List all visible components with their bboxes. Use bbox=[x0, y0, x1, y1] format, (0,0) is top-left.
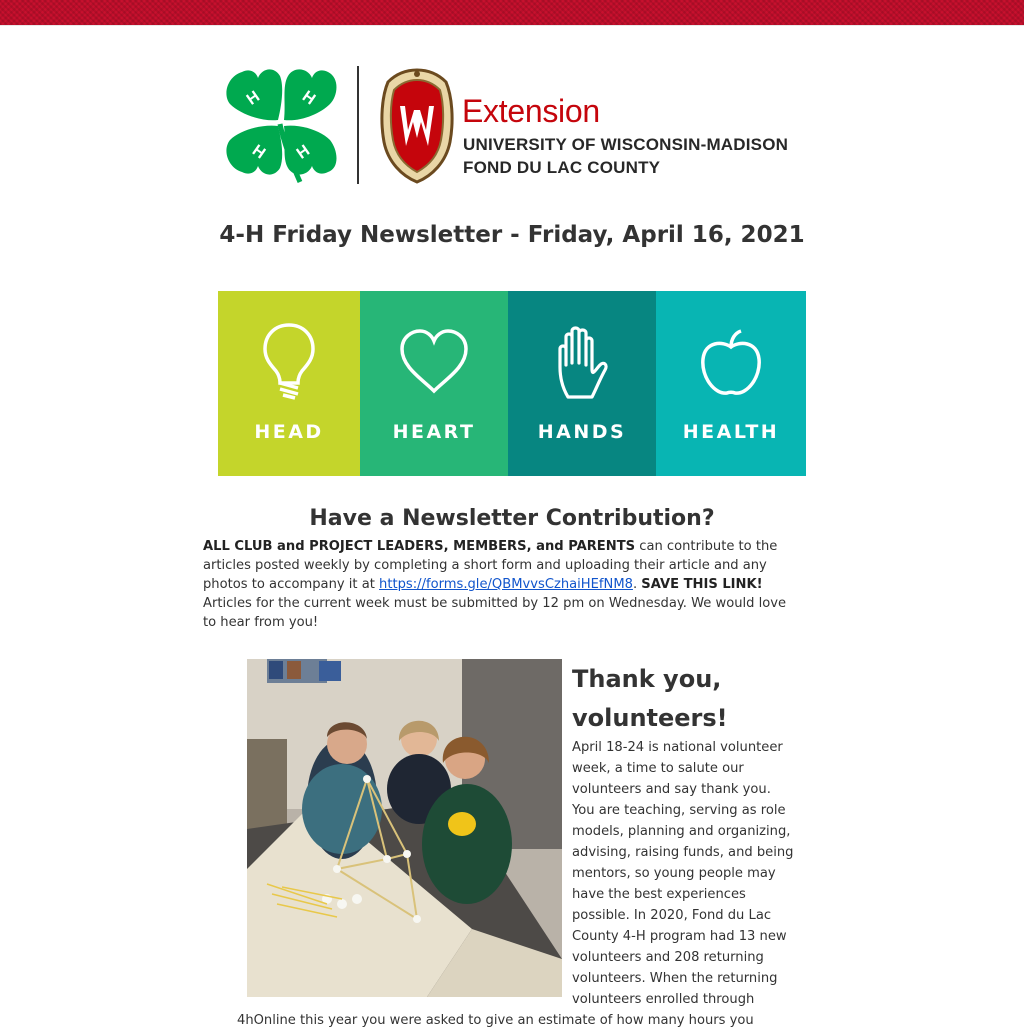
volunteers-heading: Thank you, volunteers! bbox=[572, 665, 728, 732]
contribution-text-1: can contribute to the articles posted weekly by completing a short form and uploading their article and any photos to accompany it at bbox=[203, 539, 778, 592]
tile-health bbox=[656, 291, 806, 476]
uw-crest-icon bbox=[378, 66, 456, 184]
svg-text:H: H bbox=[248, 142, 269, 163]
svg-text:H: H bbox=[243, 88, 264, 109]
tile-label-health: HEALTH bbox=[682, 421, 780, 443]
contribution-text-2: . bbox=[632, 577, 642, 592]
svg-text:H: H bbox=[298, 88, 319, 109]
contribution-text-3: Articles for the current week must be submitted by 12 pm on Wednesday. We would love to hear from you! bbox=[203, 596, 787, 630]
logo-divider bbox=[357, 66, 359, 184]
apple-icon bbox=[697, 327, 765, 399]
tile-label-head: HEAD bbox=[254, 421, 324, 443]
university-name: UNIVERSITY OF WISCONSIN-MADISON bbox=[463, 135, 789, 154]
volunteers-paragraph-continued: 4hOnline this year you were asked to give an estimate of how many hours you bbox=[237, 1013, 754, 1028]
volunteers-photo bbox=[247, 659, 562, 997]
heart-icon bbox=[398, 327, 470, 397]
four-h-banner bbox=[218, 291, 806, 476]
tile-hands bbox=[508, 291, 656, 476]
volunteers-paragraph: April 18-24 is national volunteer week, a time to salute our volunteers and say thank you. You are teaching, serving as role models, planning and organizing, advising, raising funds, and being mentors, so young people may have the best experiences possible. In 2020, Fond du Lac County 4-H program had 13 new volunteers and 208 returning volunteers. When the returning volunteers enrolled through bbox=[572, 740, 794, 1007]
tile-label-hands: HANDS bbox=[537, 421, 627, 443]
tile-heart bbox=[360, 291, 508, 476]
4-h-clover-icon bbox=[222, 64, 340, 186]
contribution-lead: ALL CLUB and PROJECT LEADERS, MEMBERS, and PARENTS bbox=[203, 539, 636, 554]
tile-label-heart: HEART bbox=[392, 421, 476, 443]
page-title: 4-H Friday Newsletter - Friday, April 16, 2021 bbox=[219, 222, 805, 248]
save-link-note: SAVE THIS LINK! bbox=[641, 577, 763, 592]
contribution-heading: Have a Newsletter Contribution? bbox=[309, 506, 715, 531]
hand-icon bbox=[554, 325, 610, 405]
county-name: FOND DU LAC COUNTY bbox=[463, 158, 661, 177]
top-decorative-band bbox=[0, 0, 1024, 26]
tile-head bbox=[218, 291, 360, 476]
contribution-paragraph bbox=[203, 537, 803, 632]
lightbulb-icon bbox=[259, 321, 319, 401]
svg-text:H: H bbox=[293, 142, 314, 163]
extension-title: Extension bbox=[462, 93, 600, 129]
contribution-form-link[interactable]: https://forms.gle/QBMvvsCzhaiHEfNM8 bbox=[379, 577, 633, 592]
